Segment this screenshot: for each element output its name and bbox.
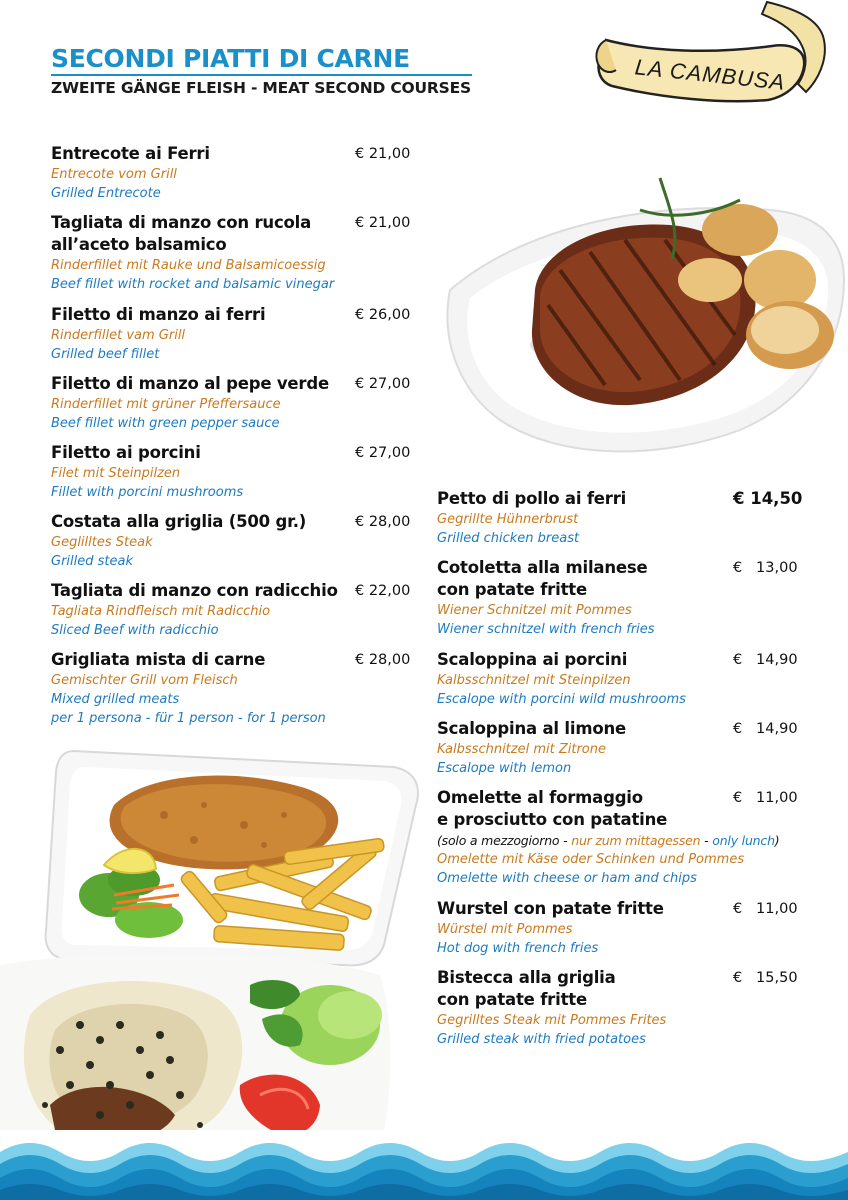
logo-text: LA CAMBUSA [633, 54, 787, 95]
item-name-line2: con patate fritte [437, 990, 587, 1009]
menu-item [51, 373, 421, 442]
item-name: Filetto di manzo al pepe verde [51, 374, 329, 393]
item-name: Tagliata di manzo con rucola [51, 213, 312, 232]
item-english: Hot dog with french fries [437, 941, 599, 956]
item-price: € 13,00 [733, 560, 798, 576]
item-name: Scaloppina al limone [437, 719, 627, 738]
item-price: € 11,00 [733, 901, 798, 917]
item-price: € 21,00 [355, 215, 411, 231]
item-english: Omelette with cheese or ham and chips [437, 871, 697, 886]
item-name: Bistecca alla griglia [437, 968, 616, 987]
item-german: Rinderfillet mit Rauke und Balsamicoessig [51, 258, 326, 273]
item-english: Beef fillet with rocket and balsamic vinegar [51, 277, 335, 292]
item-name: Cotoletta alla milanese [437, 558, 648, 577]
item-name: Wurstel con patate fritte [437, 899, 664, 918]
item-german: Gegrilltes Steak mit Pommes Frites [437, 1013, 667, 1028]
menu-item [51, 649, 421, 737]
item-german: Kalbsschnitzel mit Zitrone [437, 742, 606, 757]
menu-item [437, 967, 802, 1059]
item-german: Würstel mit Pommes [437, 922, 573, 937]
item-name: Entrecote ai Ferri [51, 144, 210, 163]
item-german: Filet mit Steinpilzen [51, 466, 181, 481]
note-english: only lunch [712, 833, 775, 848]
item-name: Filetto di manzo ai ferri [51, 305, 266, 324]
left-menu-column [51, 143, 421, 737]
item-english: Grilled chicken breast [437, 531, 580, 546]
item-german: Tagliata Rindfleisch mit Radicchio [51, 604, 271, 619]
item-price: € 26,00 [355, 307, 411, 323]
item-price: € 28,00 [355, 514, 411, 530]
item-price: € 27,00 [355, 445, 411, 461]
item-name-line2: all’aceto balsamico [51, 235, 227, 254]
item-german: Geglilltes Steak [51, 535, 153, 550]
pepper-fillet-photo [0, 955, 395, 1155]
item-price: € 14,90 [733, 652, 798, 668]
item-english: Fillet with porcini mushrooms [51, 485, 244, 500]
item-price: € 28,00 [355, 652, 411, 668]
item-name: Filetto ai porcini [51, 443, 201, 462]
item-price: € 22,00 [355, 583, 411, 599]
item-german: Omelette mit Käse oder Schinken und Pommes [437, 852, 745, 867]
note-german: nur zum mittagessen [571, 833, 701, 848]
item-german: Gegrillte Hühnerbrust [437, 512, 579, 527]
item-price: € 14,50 [733, 489, 803, 508]
note-end: ) [774, 833, 780, 848]
note-italian: (solo a mezzogiorno - [437, 833, 572, 848]
menu-item [51, 212, 421, 304]
item-german: Rinderfillet mit grüner Pfeffersauce [51, 397, 281, 412]
item-price: € 14,90 [733, 721, 798, 737]
item-english: Grilled beef fillet [51, 347, 160, 362]
item-german: Gemischter Grill vom Fleisch [51, 673, 238, 688]
item-name: Costata alla griglia (500 gr.) [51, 512, 307, 531]
menu-item [437, 488, 802, 557]
item-name: Omelette al formaggio [437, 788, 643, 807]
menu-item [437, 649, 802, 718]
item-english: Grilled steak [51, 554, 133, 569]
item-english: Wiener schnitzel with french fries [437, 622, 655, 637]
item-german: Wiener Schnitzel mit Pommes [437, 603, 632, 618]
item-english: Grilled Entrecote [51, 186, 161, 201]
item-english: Grilled steak with fried potatoes [437, 1032, 646, 1047]
item-english: Escalope with porcini wild mushrooms [437, 692, 686, 707]
item-german: Rinderfillet vam Grill [51, 328, 186, 343]
menu-item [437, 718, 802, 787]
menu-item [51, 442, 421, 511]
item-english: Beef fillet with green pepper sauce [51, 416, 280, 431]
item-price: € 27,00 [355, 376, 411, 392]
item-name: Grigliata mista di carne [51, 650, 266, 669]
page-title: SECONDI PIATTI DI CARNE [51, 44, 410, 73]
item-german: Entrecote vom Grill [51, 167, 177, 182]
item-availability-note [437, 831, 802, 850]
menu-item [437, 787, 802, 898]
menu-item [437, 557, 802, 649]
scroll-banner-logo [592, 0, 848, 110]
item-english: Escalope with lemon [437, 761, 572, 776]
wave-border [0, 1130, 848, 1200]
steak-photo [440, 170, 848, 460]
item-name: Petto di pollo ai ferri [437, 489, 627, 508]
menu-item [51, 580, 421, 649]
item-english: Sliced Beef with radicchio [51, 623, 219, 638]
item-price: € 15,50 [733, 970, 798, 986]
item-german: Kalbsschnitzel mit Steinpilzen [437, 673, 631, 688]
menu-item [51, 304, 421, 373]
item-english: Mixed grilled meats [51, 692, 180, 707]
menu-item [51, 143, 421, 212]
schnitzel-photo [44, 745, 424, 970]
item-name-line2: con patate fritte [437, 580, 587, 599]
item-note: per 1 persona - für 1 person - for 1 person [51, 711, 326, 726]
page-subtitle: ZWEITE GÄNGE FLEISH - MEAT SECOND COURSES [51, 79, 471, 97]
title-underline [51, 74, 472, 76]
item-price: € 21,00 [355, 146, 411, 162]
note-separator: - [700, 833, 713, 848]
item-price: € 11,00 [733, 790, 798, 806]
menu-item [51, 511, 421, 580]
menu-item [437, 898, 802, 967]
item-name: Scaloppina ai porcini [437, 650, 628, 669]
item-name-line2: e prosciutto con patatine [437, 810, 668, 829]
right-menu-column [437, 488, 802, 1059]
item-name: Tagliata di manzo con radicchio [51, 581, 338, 600]
